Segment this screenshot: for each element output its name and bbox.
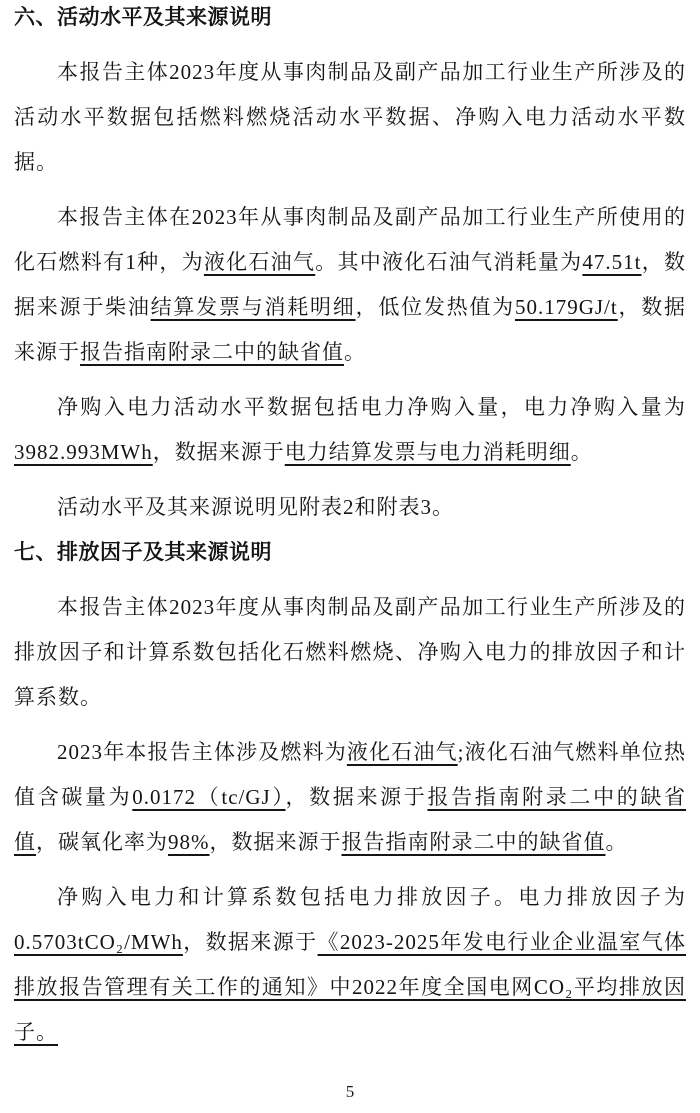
- underlined-value: 报告指南附录二中的缺省值: [80, 340, 344, 364]
- underlined-value: 98%: [168, 830, 210, 854]
- section-7-heading: [14, 530, 686, 575]
- text-run: ，数据来源于柴油: [14, 250, 687, 319]
- underlined-value: 液化石油气: [346, 740, 458, 764]
- text-run: 。其中液化石油气消耗量为: [315, 250, 583, 274]
- text-run: ，数据来源于: [14, 295, 687, 364]
- text-run: ，数据来源于: [285, 785, 428, 809]
- text-run: 七、排放因子及其来源说明: [14, 540, 272, 564]
- page-number: 5: [345, 1082, 355, 1101]
- underlined-value: 电力结算发票与电力消耗明细: [284, 440, 571, 464]
- para-activity-overview: [14, 50, 686, 185]
- underlined-value: 值: [14, 830, 36, 854]
- text-run: 本报告主体2023年度从事肉制品及副产品加工行业生产所涉及的活动水平数据包括燃料燃烧活动水平数据、净购入电力活动水平数据。: [14, 60, 686, 174]
- underlined-value: 结算发票与消耗明细: [150, 295, 356, 319]
- text-run: 。: [605, 830, 628, 854]
- text-run: 。: [344, 340, 366, 364]
- para-emission-factor-overview: [14, 585, 686, 720]
- text-run: 净购入电力活动水平数据包括电力净购入量，电力净购入量为: [57, 395, 686, 419]
- text-run: 净购入电力和计算系数包括电力排放因子。电力排放因子为: [57, 885, 686, 909]
- underlined-value: 0.5703tCO₂/MWh: [14, 930, 183, 954]
- underlined-value: 报告指南附录二中的缺省值: [341, 830, 606, 854]
- para-fuel-factors: [14, 730, 686, 865]
- underlined-value: 47.51t: [582, 250, 642, 274]
- para-activity-tables-ref: [14, 485, 686, 530]
- text-run: ，数据来源于: [152, 440, 285, 464]
- text-run: 。: [570, 440, 593, 464]
- text-run: ，碳氧化率为: [36, 830, 168, 854]
- text-run: 六、活动水平及其来源说明: [14, 5, 272, 29]
- para-fossil-fuel: [14, 195, 686, 375]
- text-run: 本报告主体2023年度从事肉制品及副产品加工行业生产所涉及的排放因子和计算系数包括化石燃料燃烧、净购入电力的排放因子和计算系数。: [14, 595, 686, 709]
- document-content: [14, 0, 686, 1055]
- text-run: 2023年本报告主体涉及燃料为: [57, 740, 347, 764]
- underlined-value: 50.179GJ/t: [514, 295, 618, 319]
- text-run: ，低位发热值为: [355, 295, 515, 319]
- section-6-heading: [14, 0, 686, 40]
- underlined-value: 《2023-2025年发电行业企业温室气体排放报告管理有关工作的通知》中2022年度全国电网CO₂平均排放因子。: [14, 930, 687, 1044]
- para-electricity-factor: [14, 875, 686, 1055]
- text-run: ，数据来源于: [209, 830, 342, 854]
- underlined-value: 液化石油气: [203, 250, 316, 274]
- para-electricity-activity: [14, 385, 686, 475]
- text-run: 本报告主体在2023年从事肉制品及副产品加工行业生产所使用的化石燃料有1种，为: [14, 205, 686, 274]
- underlined-value: 0.0172（tc/GJ）: [132, 785, 286, 809]
- underlined-value: 3982.993MWh: [14, 440, 153, 464]
- underlined-value: 报告指南附录二中的缺省: [427, 785, 687, 809]
- text-run: ，数据来源于: [182, 930, 318, 954]
- text-run: 活动水平及其来源说明见附表2和附表3。: [57, 495, 455, 519]
- text-run: ;液化石油气燃料单位热值含碳量为: [14, 740, 686, 809]
